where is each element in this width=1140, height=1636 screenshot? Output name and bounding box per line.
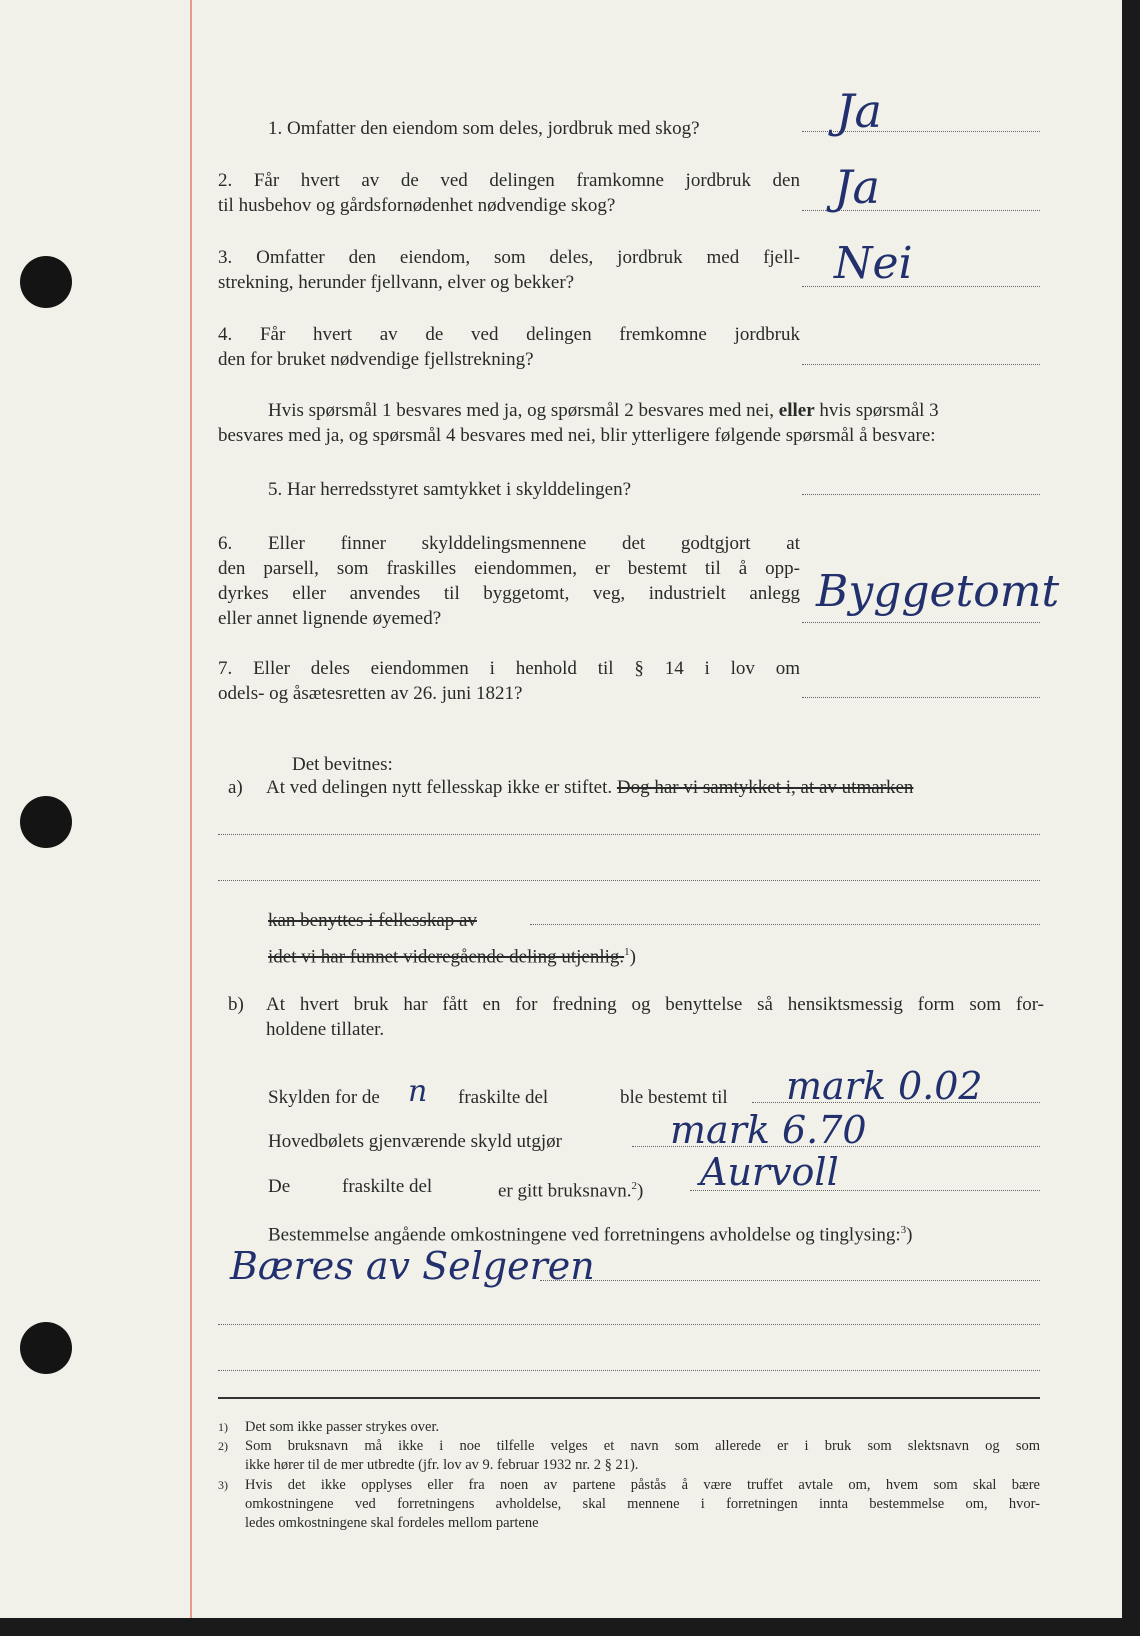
punch-hole-top [20, 256, 72, 308]
item-a-line [266, 775, 913, 800]
struck-text-fellesskap: kan benyttes i fellesskap av [268, 910, 477, 931]
margin-rule [190, 0, 192, 1618]
question-2-line-2: til husbehov og gårdsfornødenhet nødvendige skog? [218, 195, 616, 216]
question-1: 1. Omfatter den eiendom som deles, jordbruk med skog? [268, 118, 700, 139]
blank-line-1 [218, 834, 1040, 835]
question-5: 5. Har herredsstyret samtykket i skylddelingen? [268, 479, 632, 500]
punch-hole-middle [20, 796, 72, 848]
answer-3-handwritten: Nei [834, 238, 913, 289]
item-a-label: a) [228, 777, 243, 798]
footnote-2-mark: 2) [218, 1439, 228, 1453]
skyld-prefix: Skylden for de [268, 1087, 380, 1108]
footnote-2-line-1: Som bruksnavn må ikke i noe tilfelle velges et navn som allerede er i bruk som slektsnavn og som [245, 1438, 1040, 1454]
omkostninger-label: Bestemmelse angående omkostningene ved forretningens avholdelse og tinglysing:$^3$) [268, 1224, 913, 1246]
skyld-fraskilte-del: fraskilte del [458, 1087, 549, 1108]
question-3-line-2: strekning, herunder fjellvann, elver og bekker? [218, 272, 575, 293]
question-6-line-3: dyrkes eller anvendes til byggetomt, veg, industrielt anlegg [218, 583, 800, 604]
de-fraskilte-del: fraskilte del [342, 1176, 433, 1197]
skyld-suffix: ble bestemt til [620, 1087, 728, 1108]
answer-6-handwritten: Byggetomt [816, 566, 1060, 617]
footnote-3-line-2: omkostningene ved forretningens avholdelse, skal mennene i forretningen innta bestemmelse om, hvor- [245, 1496, 1040, 1512]
blank-line-2 [218, 880, 1040, 881]
answer-line-6 [802, 622, 1040, 623]
footnote-separator [218, 1397, 1040, 1399]
footnote-1-line-1: Det som ikke passer strykes over. [245, 1419, 440, 1435]
footnote-3-line-3: ledes omkostningene skal fordeles mellom partene [245, 1515, 539, 1531]
question-2-line-1: 2. Får hvert av de ved delingen framkomne jordbruk den [218, 170, 800, 191]
item-a-struck-text: Dog har vi samtykket i, at av utmarken [616, 777, 914, 798]
bruksnavn-label: er gitt bruksnavn.$^2$) [498, 1180, 644, 1202]
struck-text-deling: idet vi har funnet videregående deling utjenlig.$^1$) [268, 946, 636, 968]
hovedbol-label: Hovedbølets gjenværende skyld utgjør [268, 1131, 562, 1152]
skyld-handwritten-n: n [408, 1074, 428, 1109]
question-4-line-1: 4. Får hvert av de ved delingen fremkomne jordbruk [218, 324, 800, 345]
question-4-line-2: den for bruket nødvendige fjellstrekning? [218, 349, 534, 370]
punch-hole-bottom [20, 1322, 72, 1374]
answer-1-handwritten: Ja [836, 84, 882, 138]
question-7-line-2: odels- og åsætesretten av 26. juni 1821? [218, 683, 523, 704]
question-6-line-2: den parsell, som fraskilles eiendommen, er bestemt til å opp- [218, 558, 800, 579]
condition-line-1: Hvis spørsmål 1 besvares med ja, og spørsmål 2 besvares med nei, eller hvis spørsmål 3 [268, 400, 939, 421]
answer-2-handwritten: Ja [834, 160, 880, 214]
omkostninger-line-3 [218, 1370, 1040, 1371]
omkostninger-handwritten: Bæres av Selgeren [230, 1244, 595, 1288]
certification-heading: Det bevitnes: [292, 754, 393, 775]
item-b-label: b) [228, 994, 244, 1015]
omkostninger-line-1 [540, 1280, 1040, 1281]
condition-line-2: besvares med ja, og spørsmål 4 besvares med nei, blir ytterligere følgende spørsmål å besvare: [218, 425, 936, 446]
question-6-line-4: eller annet lignende øyemed? [218, 608, 442, 629]
question-7-line-1: 7. Eller deles eiendommen i henhold til § 14 i lov om [218, 658, 800, 679]
hovedbol-value-handwritten: mark 6.70 [670, 1108, 867, 1152]
footnote-1-mark: 1) [218, 1420, 228, 1434]
footnote-3-line-1: Hvis det ikke opplyses eller fra noen av partene påstås å være truffet avtale om, hvem som skal bære [245, 1477, 1040, 1493]
de-label: De [268, 1176, 291, 1197]
omkostninger-line-2 [218, 1324, 1040, 1325]
blank-line-3 [530, 924, 1040, 925]
question-3-line-1: 3. Omfatter den eiendom, som deles, jordbruk med fjell- [218, 247, 800, 268]
answer-line-5 [802, 494, 1040, 495]
footnote-2-line-2: ikke hører til de mer utbredte (jfr. lov av 9. februar 1932 nr. 2 § 21). [245, 1457, 639, 1473]
answer-line-4 [802, 364, 1040, 365]
question-6-line-1: 6. Eller finner skylddelingsmennene det godtgjort at [218, 533, 800, 554]
item-a-text: At ved delingen nytt fellesskap ikke er stiftet. [266, 777, 613, 798]
footnote-3-mark: 3) [218, 1478, 228, 1492]
item-b-line-1: At hvert bruk har fått en for fredning og benyttelse så hensiktsmessig form som for- [266, 994, 1044, 1015]
bruksnavn-handwritten: Aurvoll [700, 1150, 839, 1194]
skyld-value-handwritten: mark 0.02 [786, 1064, 983, 1108]
item-b-line-2: holdene tillater. [266, 1019, 385, 1040]
answer-line-7 [802, 697, 1040, 698]
